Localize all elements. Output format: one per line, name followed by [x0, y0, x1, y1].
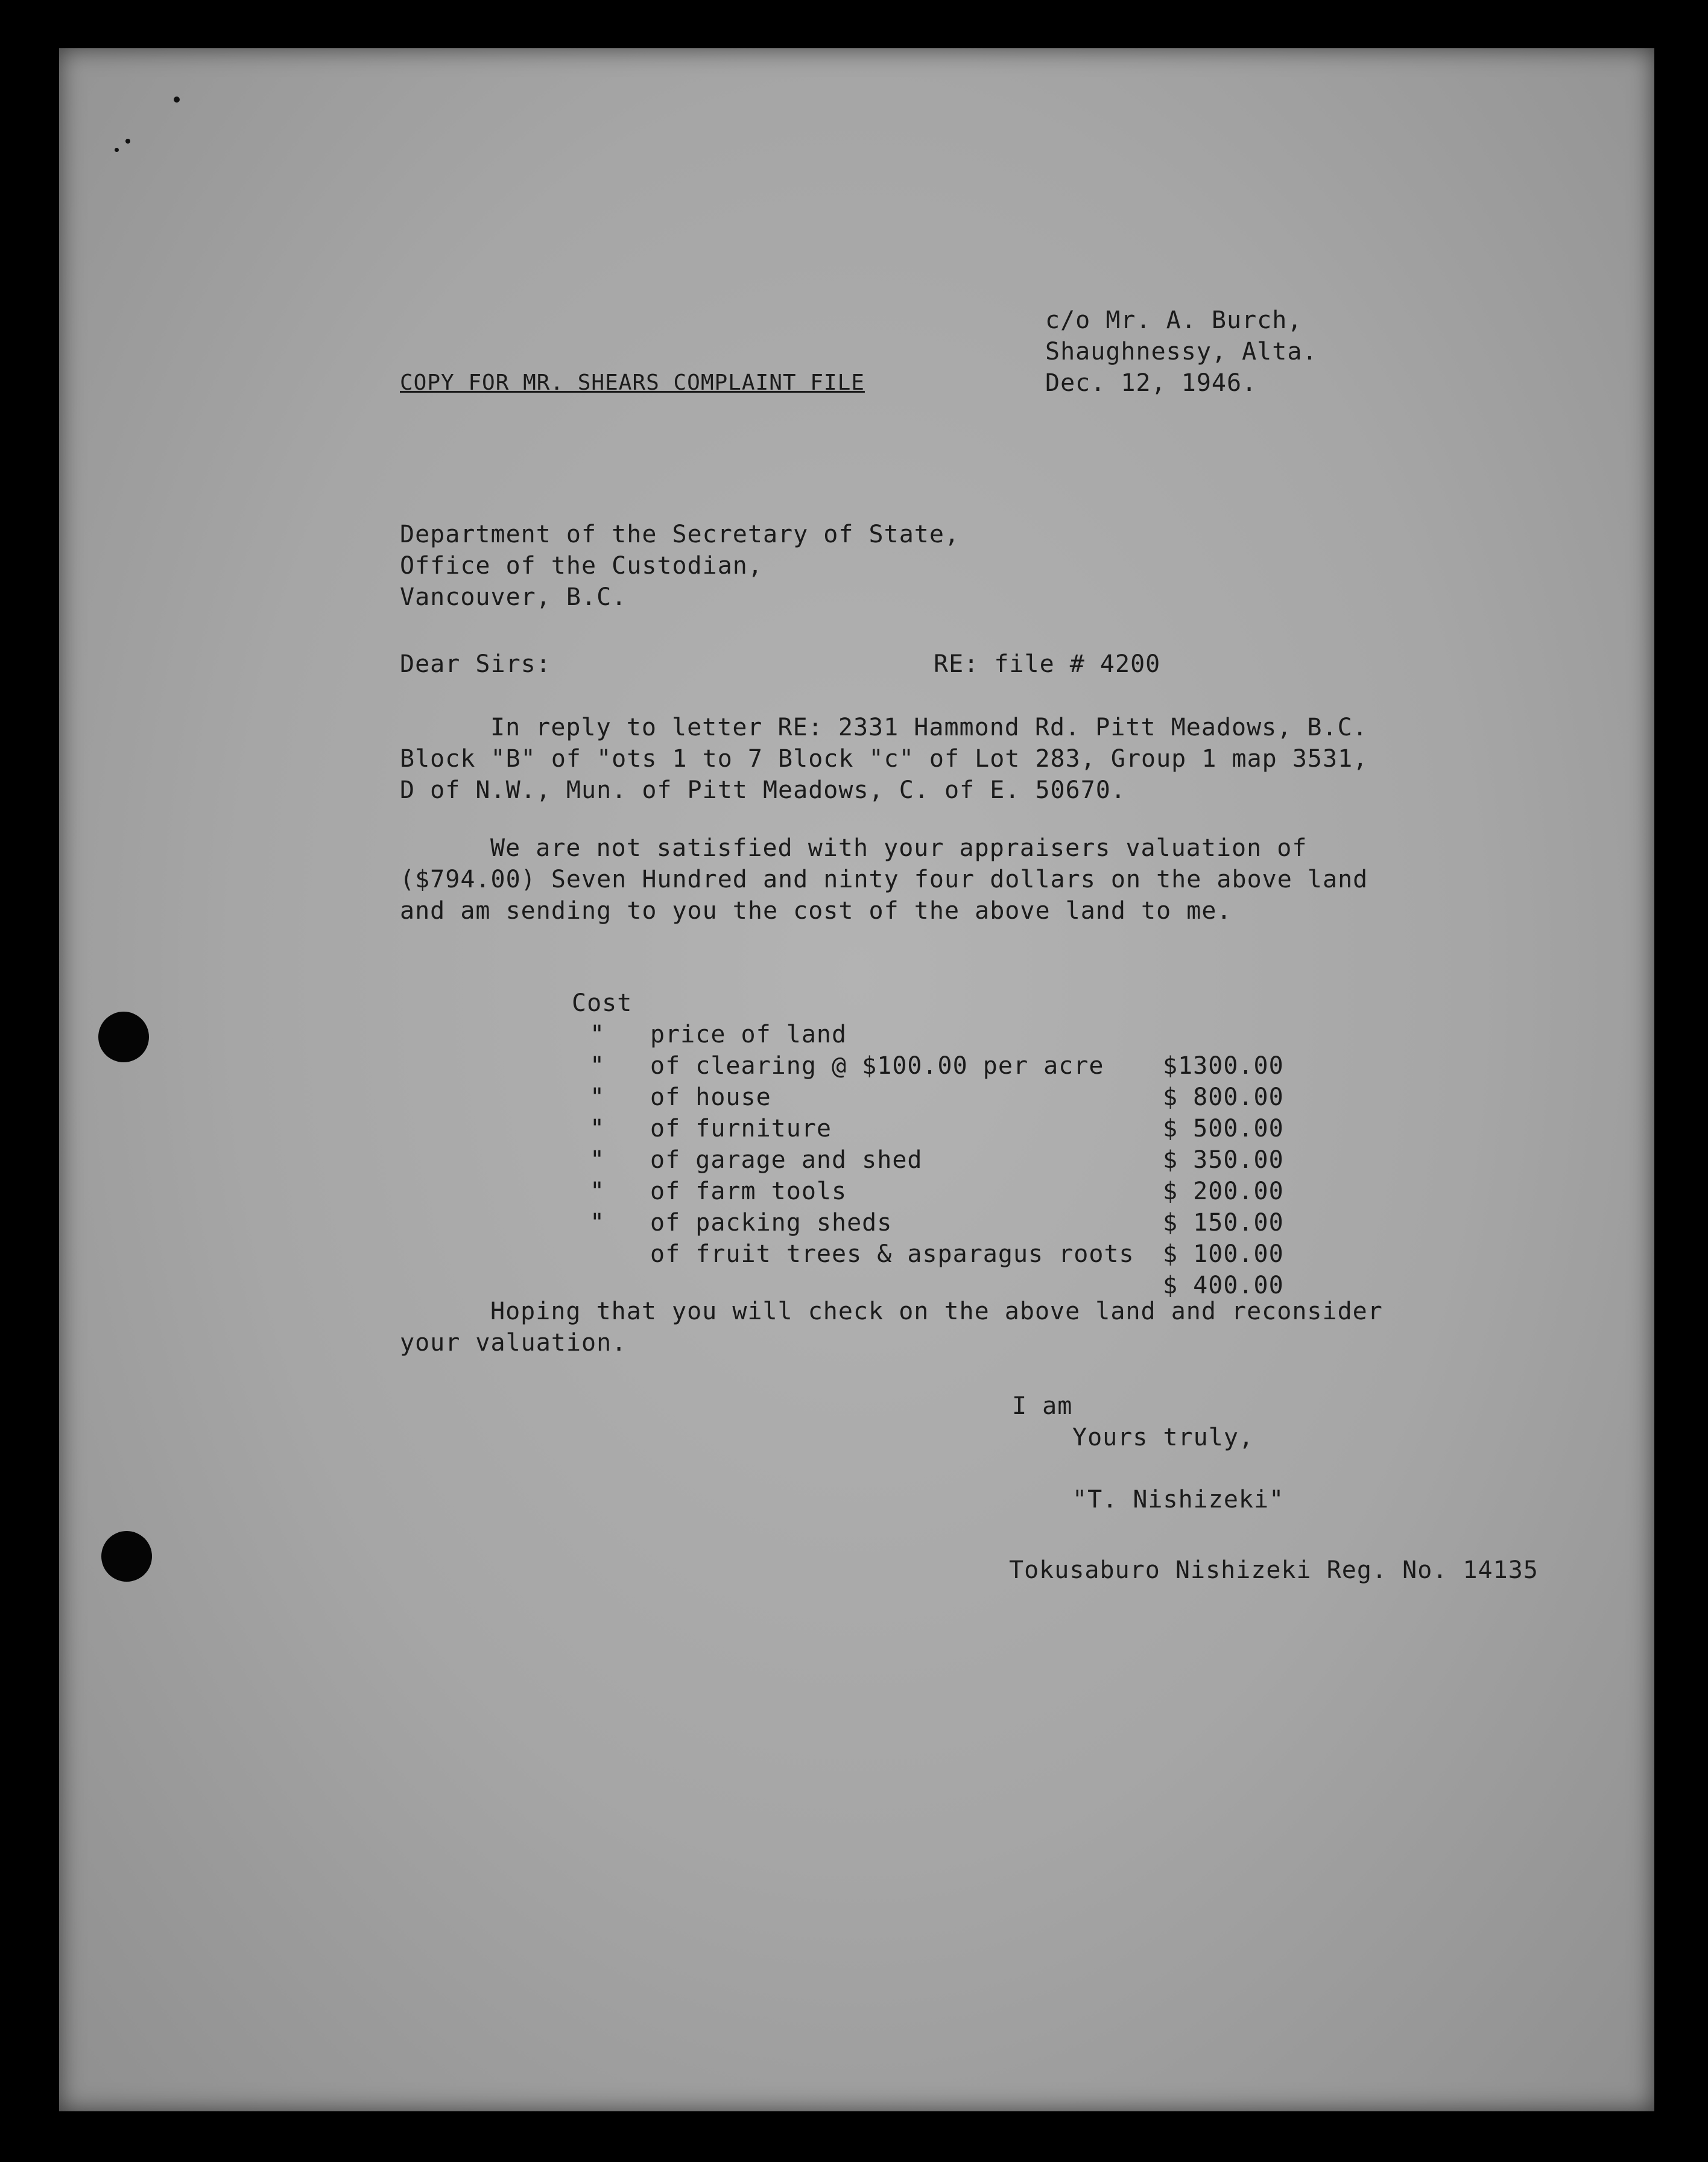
file-copy-label: COPY FOR MR. SHEARS COMPLAINT FILE	[400, 370, 865, 395]
cost-row-amount: $1300.00	[1163, 1052, 1284, 1080]
paragraph-3-line-2: your valuation.	[400, 1329, 627, 1357]
cost-row-amount: $ 500.00	[1163, 1115, 1284, 1143]
cost-row-ditto: "	[590, 1083, 606, 1111]
cost-row-item: of fruit trees & asparagus roots	[650, 1240, 1134, 1268]
paragraph-2-line-3: and am sending to you the cost of the above land to me.	[400, 897, 1232, 925]
cost-row-ditto: "	[590, 1021, 606, 1048]
closing-yours-truly: Yours truly,	[1072, 1424, 1254, 1451]
cost-row-item: of clearing @ $100.00 per acre	[650, 1052, 1104, 1080]
document-page	[59, 48, 1654, 2111]
cost-row-ditto: "	[590, 1178, 606, 1205]
letter-body	[59, 48, 1654, 2111]
recipient-line-2: Office of the Custodian,	[400, 552, 763, 580]
sender-address-line-1: c/o Mr. A. Burch,	[1045, 306, 1303, 334]
recipient-line-1: Department of the Secretary of State,	[400, 521, 960, 548]
paragraph-1-line-3: D of N.W., Mun. of Pitt Meadows, C. of E. 50670.	[400, 776, 1126, 804]
cost-row-amount: $ 400.00	[1163, 1272, 1284, 1299]
paragraph-2-line-1: We are not satisfied with your appraisers valuation of	[490, 834, 1308, 862]
cost-row-item: of farm tools	[650, 1178, 847, 1205]
letter-date: Dec. 12, 1946.	[1045, 369, 1257, 397]
cost-row-ditto: "	[590, 1209, 606, 1237]
sender-name-registration: Tokusaburo Nishizeki Reg. No. 14135	[1009, 1556, 1539, 1584]
cost-row-item: of house	[650, 1083, 771, 1111]
cost-row-amount: $ 200.00	[1163, 1178, 1284, 1205]
ink-speck	[125, 139, 130, 144]
cost-row-amount: $ 100.00	[1163, 1240, 1284, 1268]
cost-row-item: price of land	[650, 1021, 847, 1048]
cost-row-ditto: Cost	[572, 989, 633, 1017]
cost-row-amount: $ 350.00	[1163, 1146, 1284, 1174]
paragraph-3-line-1: Hoping that you will check on the above land and reconsider	[490, 1298, 1383, 1325]
re-file-reference: RE: file # 4200	[934, 650, 1161, 678]
ink-speck	[174, 97, 180, 103]
ink-speck	[115, 148, 119, 152]
cost-row-ditto: "	[590, 1146, 606, 1174]
cost-row-ditto: "	[590, 1052, 606, 1080]
paragraph-1-line-1: In reply to letter RE: 2331 Hammond Rd. Pitt Meadows, B.C.	[490, 714, 1368, 741]
salutation: Dear Sirs:	[400, 650, 551, 678]
cost-row-item: of packing sheds	[650, 1209, 893, 1237]
cost-table	[572, 956, 1416, 1299]
punch-hole	[101, 1531, 152, 1582]
closing-i-am: I am	[1012, 1392, 1073, 1420]
paragraph-1-line-2: Block "B" of "ots 1 to 7 Block "c" of Lot 283, Group 1 map 3531,	[400, 745, 1368, 773]
punch-hole	[98, 1012, 149, 1062]
cost-row-item: of garage and shed	[650, 1146, 923, 1174]
sender-address-line-2: Shaughnessy, Alta.	[1045, 338, 1318, 366]
typed-signature: "T. Nishizeki"	[1072, 1486, 1285, 1514]
cost-row-amount: $ 800.00	[1163, 1083, 1284, 1111]
recipient-line-3: Vancouver, B.C.	[400, 583, 627, 611]
cost-row-ditto: "	[590, 1115, 606, 1143]
cost-row-item: of furniture	[650, 1115, 832, 1143]
cost-row-amount: $ 150.00	[1163, 1209, 1284, 1237]
paragraph-2-line-2: ($794.00) Seven Hundred and ninty four dollars on the above land	[400, 866, 1368, 893]
